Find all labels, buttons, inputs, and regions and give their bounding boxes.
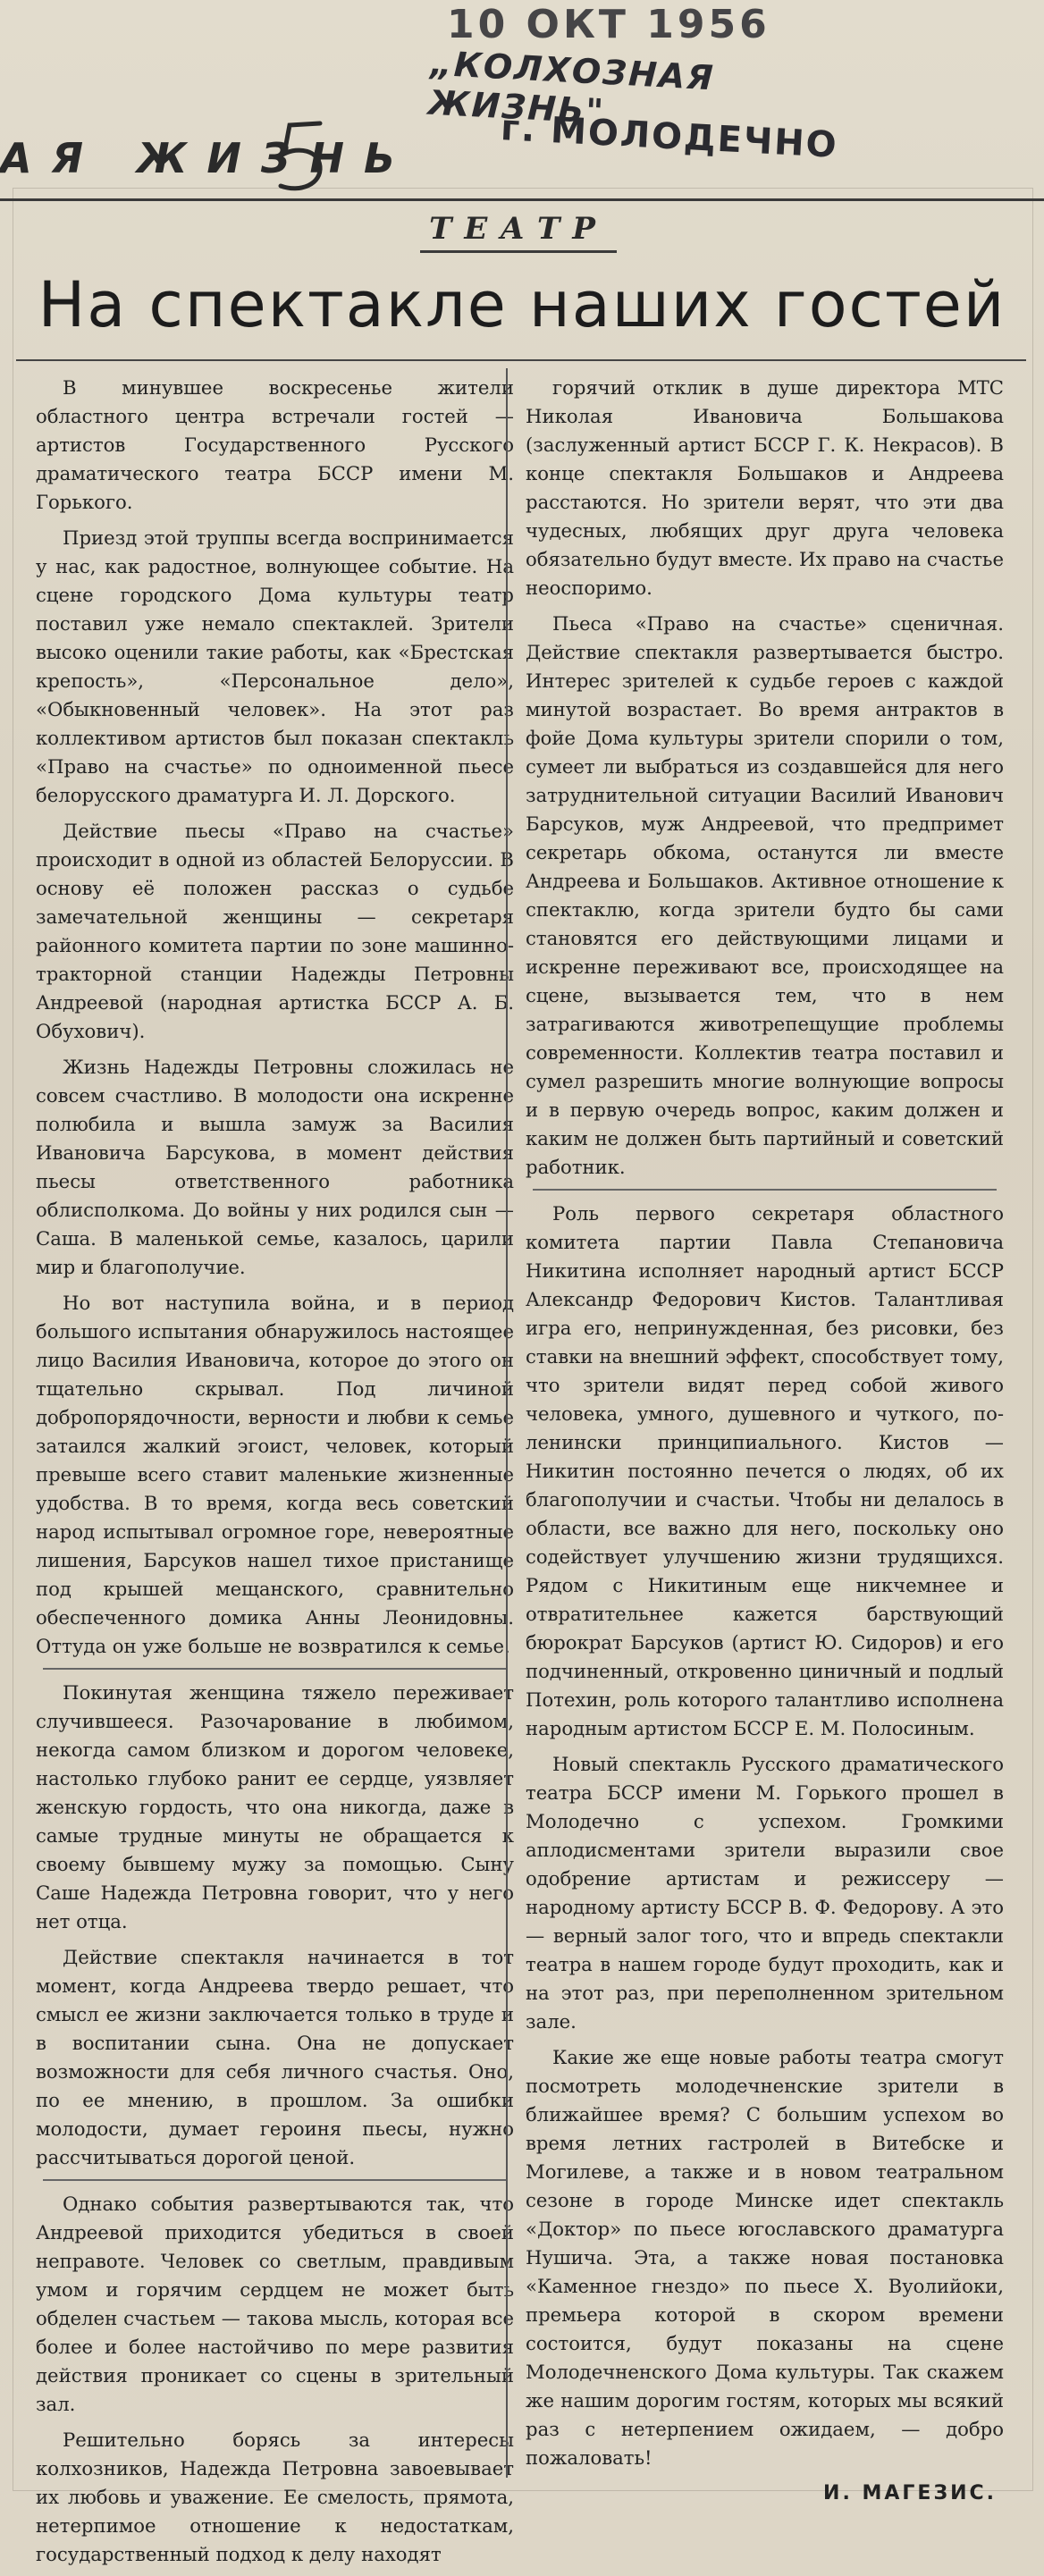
paragraph: Решительно борясь за интересы колхозников, Надежда Петровна завоевывает их любовь и уважение. Ее смелость, прямота, нетерпимое отношение к недостаткам, государственный подход к делу находят — [36, 2429, 514, 2565]
paragraph: Покинутая женщина тяжело переживает случившееся. Разочарование в любимом, некогда самом близком и дорогом человеке, настолько глубоко ранит ее сердце, уязвляет женскую гордость, что она никогда, даже в самые трудные минуты не обращается к своему бывшему мужу за помощью. Сыну Саше Надежда Петровна говорит, что у него нет отца. — [36, 1681, 514, 1932]
paragraph: Пьеса «Право на счастье» сценичная. Действие спектакля развертывается быстро. Интерес зрителей к судьбе героев с каждой минутой возрастает. Во время антрактов в фойе Дома культуры зрители спорили о том, сумеет ли выбраться из создавшейся для него затруднительной ситуации Василий Иванович Барсуков, муж Андреевой, что предпримет секретарь обкома, останутся ли вместе Андреева и Большаков. Активное отношение к спектаклю, когда зрители будто бы сами становятся его действующими лицами и искренне переживают все, происходящее на сцене, вызывается тем, что в нем затрагиваются животрепещущие проблемы современности. Коллектив театра поставил и сумел разрешить многие волнующие вопросы и в первую очередь вопрос, каким должен и каким не должен быть партийный и советский работник. — [526, 612, 1004, 1178]
paragraph: Но вот наступила война, и в период большого испытания обнаружилось настоящее лицо Василия Ивановича, которое до этого он тщательно скрывал. Под личиной добропорядочности, верности и любви к семье затаился жалкий эгоист, человек, который превыше всего ставит маленькие жизненные удобства. В то время, когда весь советский народ испытывал огромное горе, невероятные лишения, Барсуков нашел тихое пристанище под крышей мещанского, сравнительно обеспеченного домика Анны Леонидовны. Оттуда он уже больше не возвратился к семье. — [36, 1292, 514, 1657]
paragraph: Новый спектакль Русского драматического театра БССР имени М. Горького прошел в Молодечно с успехом. Громкими аплодисментами зрители выразили свое одобрение артистам и режиссеру — народному артисту БССР В. Ф. Федорову. А это — верный залог того, что и впредь спектакли театра в нашем городе будут проходить, как и на этот раз, при переполненном зрительном зале. — [526, 1753, 1004, 2033]
paragraph-divider — [43, 1668, 507, 1670]
rubric-label: ТЕАТР — [429, 211, 608, 247]
masthead-rule — [0, 198, 1044, 201]
paragraph-divider — [43, 2179, 507, 2181]
paragraph: Действие пьесы «Право на счастье» происходит в одной из областей Белоруссии. В основу её положен рассказ о судьбе замечательной женщины — секретаря районного комитета партии по зоне машинно-тракторной станции Надежды Петровны Андреевой (народная артистка БССР А. Б. Обухович). — [36, 820, 514, 1042]
paragraph: Приезд этой труппы всегда воспринимается у нас, как радостное, волнующее событие. На сцене городского Дома культуры театр поставил уже немало спектаклей. Зрители высоко оценили такие работы, как «Брестская крепость», «Персональное дело», «Обыкновенный человек». На этот раз коллективом артистов был показан спектакль «Право на счастье» по одноименной пьесе белорусского драматурга И. Л. Дорского. — [36, 526, 514, 806]
paragraph: горячий отклик в душе директора МТС Николая Ивановича Большакова (заслуженный артист БССР Г. К. Некрасов). В конце спектакля Большаков и Андреева расстаются. Но зрители верят, что эти два чудесных, любящих друг друга человека обязательно будут вместе. Их право на счастье неоспоримо. — [526, 376, 1004, 599]
paragraph: Какие же еще новые работы театра смогут посмотреть молодечненские зрители в ближайшее время? С большим успехом во время летних гастролей в Витебске и Могилеве, а также и в новом театральном сезоне в городе Минске идет спектакль «Доктор» по пьесе югославского драматурга Нушича. Эта, а также новая постановка «Каменное гнездо» по пьесе Х. Вуолийоки, премьера которой в скором времени состоится, будут показаны на сцене Молодечненского Дома культуры. Так скажем же нашим дорогим гостям, которых мы всякий раз с нетерпением ожидаем, — добро пожаловать! — [526, 2046, 1004, 2469]
section-rubric — [420, 211, 617, 253]
paragraph-divider — [533, 1189, 997, 1191]
stamp-date: 10 ОКТ 1956 — [447, 2, 770, 47]
paragraph: Жизнь Надежды Петровны сложилась не совсем счастливо. В молодости она искренне полюбила и вышла замуж за Василия Ивановича Барсукова, в момент действия пьесы ответственного работника облисполкома. До войны у них родился сын — Саша. В маленькой семье, казалось, царили мир и благополучие. — [36, 1056, 514, 1278]
article-column-left — [36, 374, 514, 2576]
headline-rule — [16, 359, 1026, 361]
paragraph: В минувшее воскресенье жители областного центра встречали гостей — артистов Государственного Русского драматического театра БССР имени М. Горького. — [36, 376, 514, 513]
paragraph: Действие спектакля начинается в тот момент, когда Андреева твердо решает, что смысл ее жизни заключается только в труде и в воспитании сына. Она не допускает возможности для себя личного счастья. Оно, по ее мнению, в прошлом. За ошибки молодости, думает героиня пьесы, нужно рассчитываться дорогой ценой. — [36, 1946, 514, 2168]
article-headline: На спектакле наших гостей — [38, 268, 1006, 341]
masthead-fragment: АЯ ЖИЗНЬ — [0, 134, 416, 182]
handwritten-page-mark — [268, 114, 340, 197]
paragraph: Однако события развертываются так, что Андреевой приходится убедиться в своей неправоте. Человек со светлым, правдивым умом и горячим сердцем не может быть обделен счастьем — такова мысль, которая все более и более настойчиво по мере развития действия проникает со сцены в зрительный зал. — [36, 2193, 514, 2415]
paragraph: Роль первого секретаря областного комитета партии Павла Степановича Никитина исполняет народный артист БССР Александр Федорович Кистов. Талантливая игра его, непринужденная, без рисовки, без ставки на внешний эффект, способствует тому, что зрители видят перед собой живого человека, умного, душевного и чуткого, по-ленински принципиального. Кистов — Никитин постоянно печется о людях, об их благополучии и счастьи. Чтобы ни делалось в области, все важно для него, поскольку оно содействует улучшению жизни трудящихся. Рядом с Никитиным еще никчемнее и отвратительнее кажется барствующий бюрократ Барсуков (артист Ю. Сидоров) и его подчиненный, откровенно циничный и подлый Потехин, роль которого талантливо исполнена народным артистом БССР Е. М. Полосиным. — [526, 1202, 1004, 1739]
stamp-newspaper-name: „КОЛХОЗНАЯ ЖИЗНЬ" — [427, 43, 716, 131]
stamp-city: г. МОЛОДЕЧНО — [500, 107, 839, 166]
rubric-underline — [420, 250, 617, 253]
article-column-right — [526, 374, 1004, 2508]
author-signature: И. МАГЕЗИС. — [823, 2482, 997, 2504]
column-divider — [506, 368, 508, 2478]
archive-stamp — [420, 0, 885, 179]
